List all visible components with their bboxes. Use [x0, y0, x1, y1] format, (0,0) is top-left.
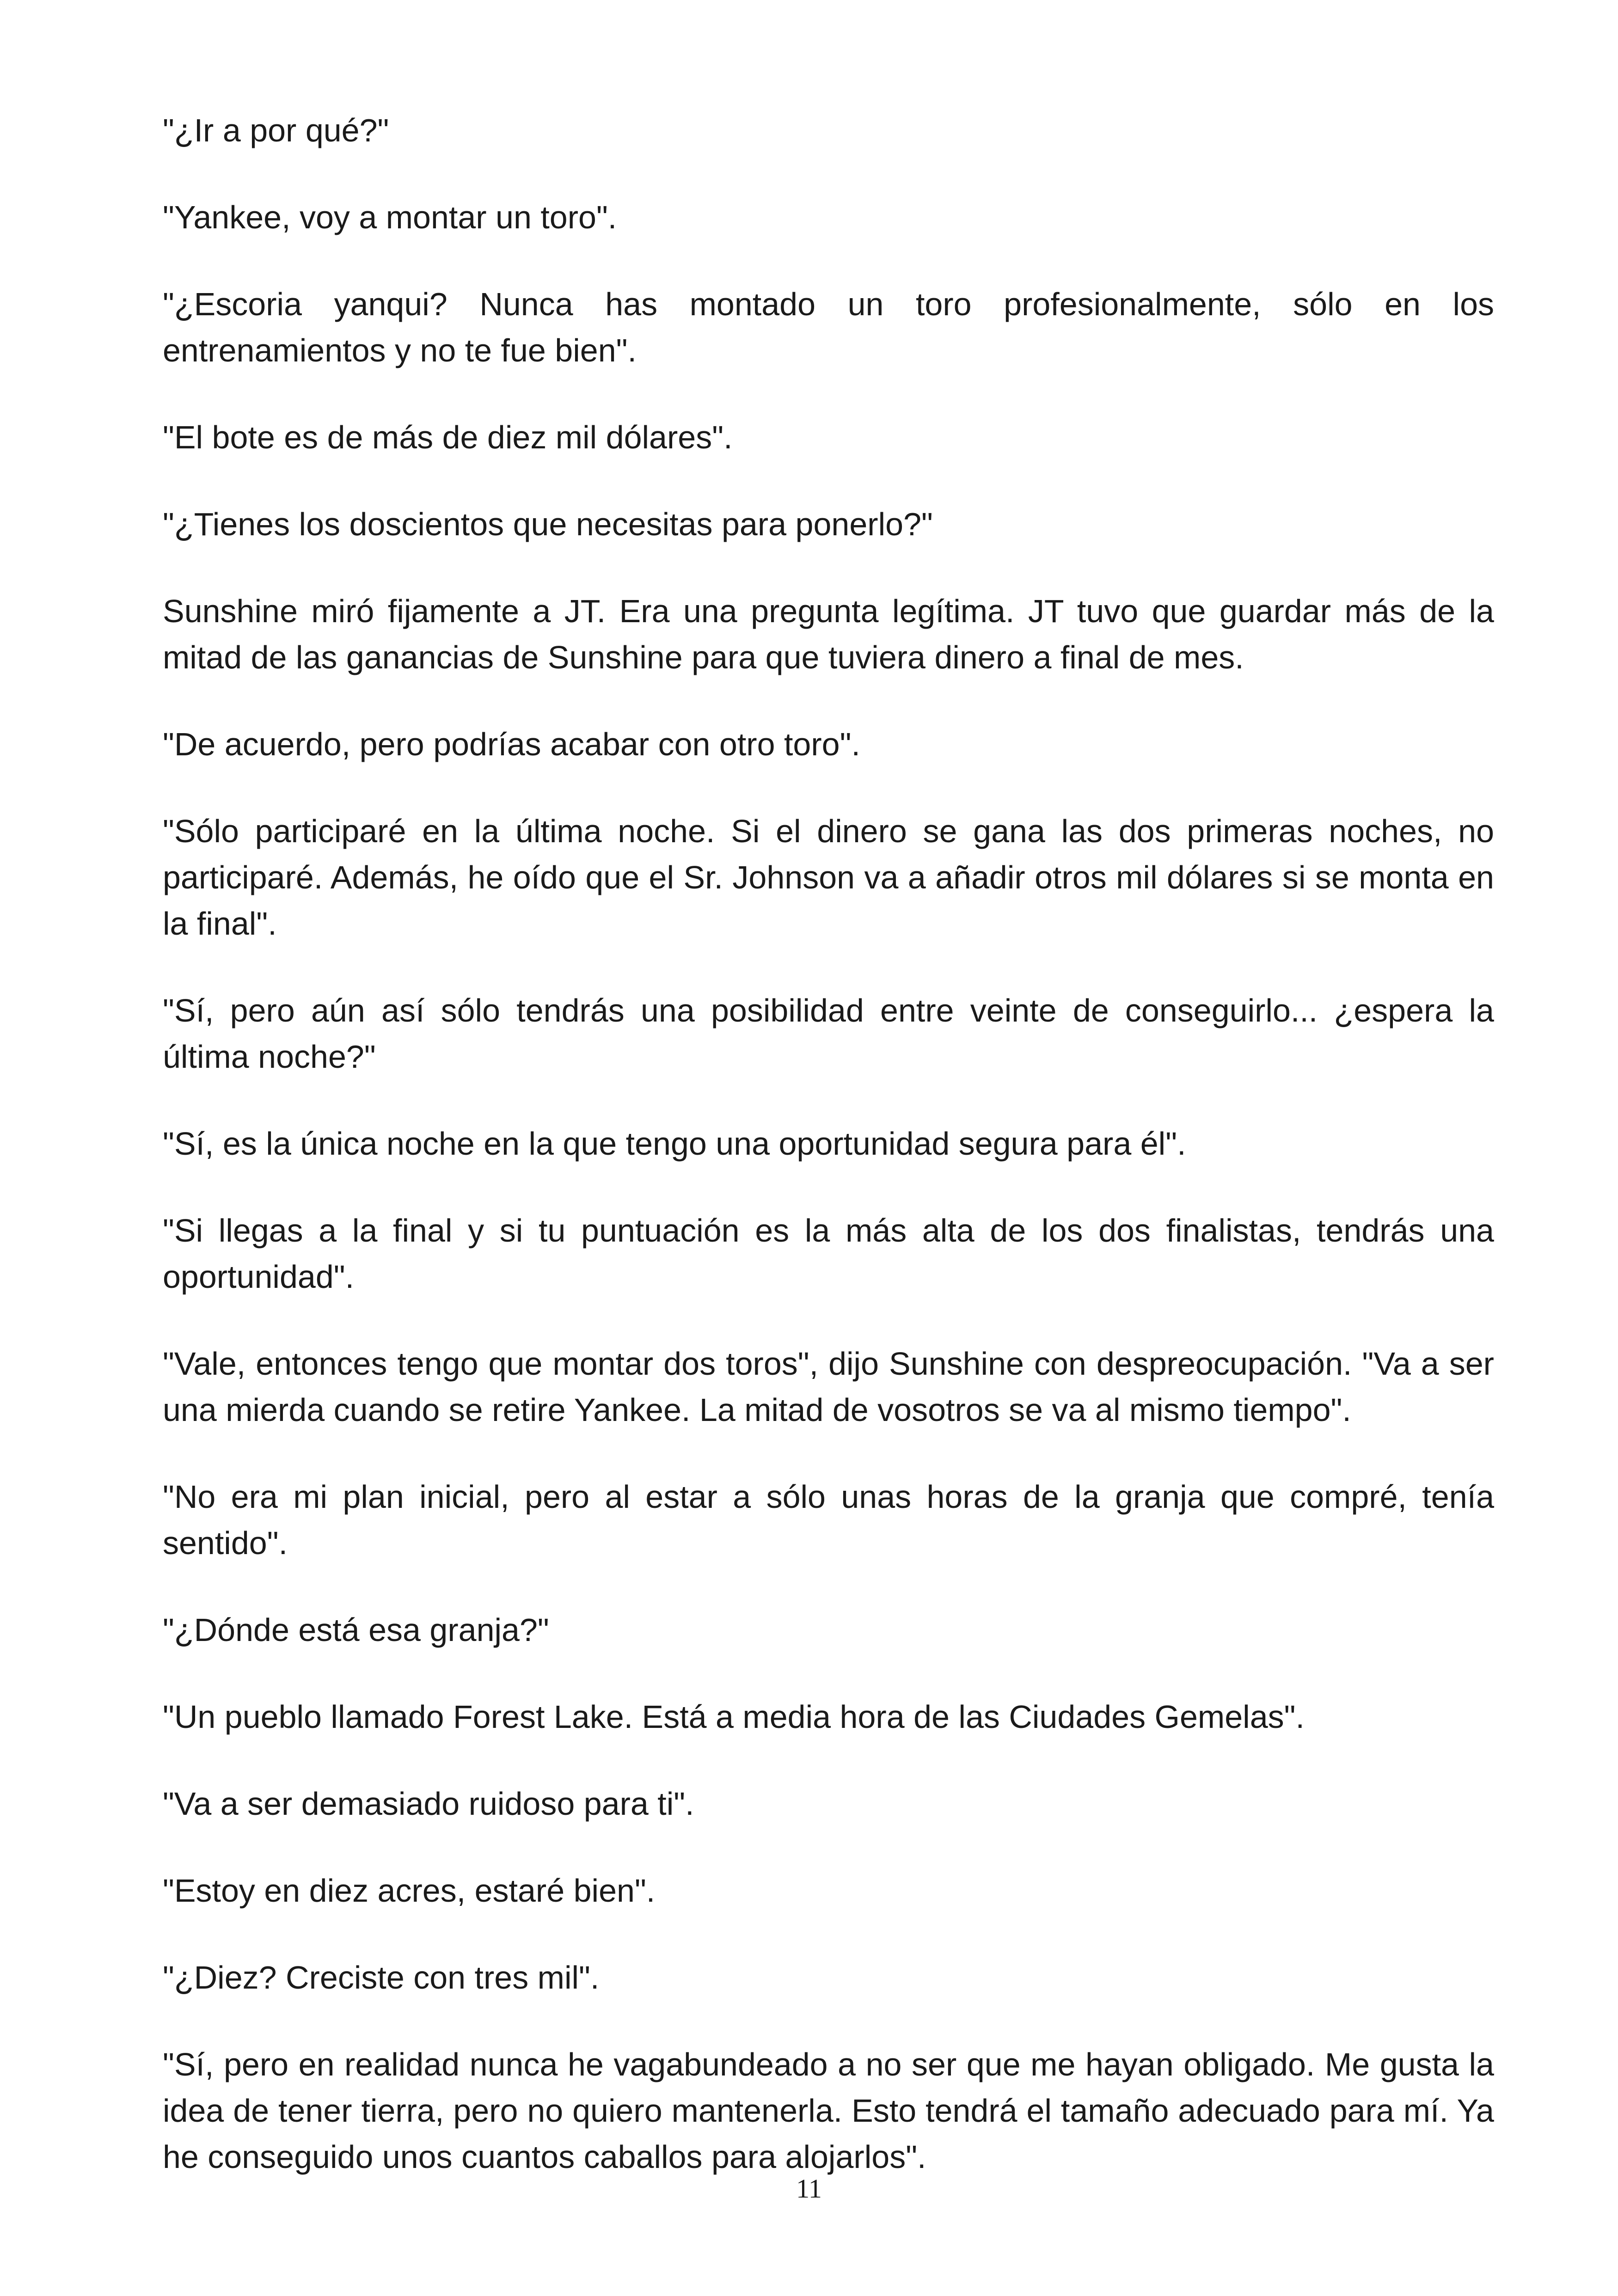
paragraph: "¿Dónde está esa granja?" [163, 1612, 549, 1648]
paragraph: "¿Escoria yanqui? Nunca has montado un toro profesionalmente, sólo en los entrenamientos y no te fue bien". [163, 286, 1494, 368]
page-number: 11 [796, 2174, 822, 2204]
paragraph: Sunshine miró fijamente a JT. Era una pregunta legítima. JT tuvo que guardar más de la mitad de las ganancias de Sunshine para que tuviera dinero a final de mes. [163, 593, 1494, 675]
paragraph: "Yankee, voy a montar un toro". [163, 199, 617, 235]
paragraph: "¿Diez? Creciste con tres mil". [163, 1959, 600, 1996]
paragraph: "¿Ir a por qué?" [163, 112, 389, 148]
paragraph: "De acuerdo, pero podrías acabar con otro toro". [163, 726, 860, 762]
paragraph: "Estoy en diez acres, estaré bien". [163, 1873, 656, 1909]
paragraph: "¿Tienes los doscientos que necesitas para ponerlo?" [163, 506, 933, 542]
paragraph: "Sí, es la única noche en la que tengo una oportunidad segura para él". [163, 1126, 1186, 1162]
paragraph: "Va a ser demasiado ruidoso para ti". [163, 1786, 694, 1822]
paragraph: "Un pueblo llamado Forest Lake. Está a media hora de las Ciudades Gemelas". [163, 1699, 1305, 1735]
paragraph: "Vale, entonces tengo que montar dos toros", dijo Sunshine con despreocupación. "Va a ser una mierda cuando se retire Yankee. La mitad de vosotros se va al mismo tiempo". [163, 1346, 1494, 1428]
paragraph: "Sí, pero en realidad nunca he vagabundeado a no ser que me hayan obligado. Me gusta la idea de tener tierra, pero no quiero mantenerla. Esto tendrá el tamaño adecuado para mí. Ya he conseguido unos cuantos caballos para alojarlos". [163, 2046, 1494, 2175]
paragraph: "Sí, pero aún así sólo tendrás una posibilidad entre veinte de conseguirlo... ¿espera la última noche?" [163, 992, 1494, 1075]
paragraph: "Sólo participaré en la última noche. Si el dinero se gana las dos primeras noches, no participaré. Además, he oído que el Sr. Johnson va a añadir otros mil dólares si se monta en la final". [163, 813, 1494, 942]
paragraph: "El bote es de más de diez mil dólares". [163, 419, 733, 455]
paragraph: "Si llegas a la final y si tu puntuación es la más alta de los dos finalistas, tendrás una oportunidad". [163, 1212, 1494, 1295]
body-text [163, 107, 1494, 2221]
paragraph: "No era mi plan inicial, pero al estar a sólo unas horas de la granja que compré, tenía sentido". [163, 1479, 1494, 1561]
